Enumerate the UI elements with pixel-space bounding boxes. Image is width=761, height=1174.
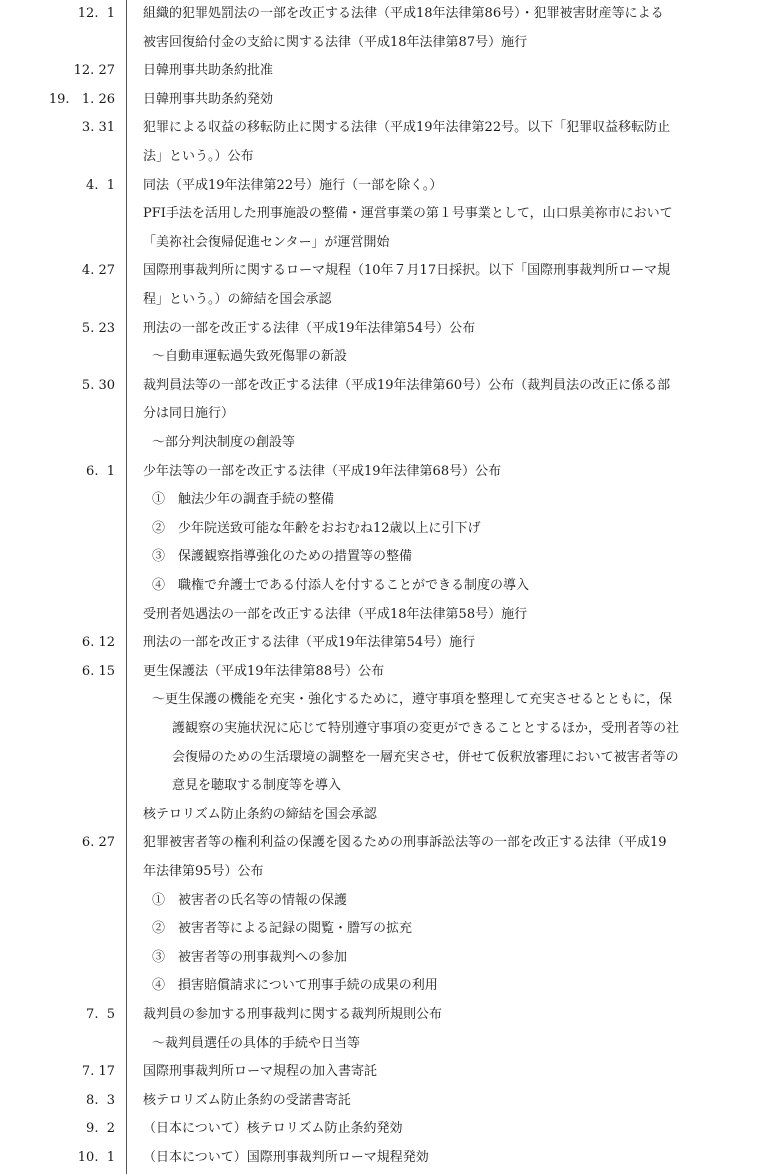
entry-date: 6. 27: [81, 835, 115, 851]
chronology-line: [0, 1058, 761, 1087]
chronology-line: [0, 458, 761, 487]
entry-text: ～部分判決制度の創設等: [152, 435, 296, 450]
chronology-line: [0, 887, 761, 916]
entry-text: 刑法の一部を改正する法律（平成19年法律第54号）施行: [143, 635, 476, 651]
chronology-line: [0, 86, 761, 115]
chronology-line: [0, 858, 761, 887]
entry-text: PFI手法を活用した刑事施設の整備・運営事業の第１号事業として，山口県美祢市において: [143, 206, 673, 222]
entry-text: 分は同日施行）: [143, 406, 235, 422]
entry-text: 「美祢社会復帰促進センター」が運営開始: [143, 234, 390, 250]
entry-text: （日本について）国際刑事裁判所ローマ規程発効: [143, 1150, 429, 1165]
chronology-line: [0, 1087, 761, 1116]
chronology-line: [0, 229, 761, 258]
entry-text: ① 被害者の氏名等の情報の保護: [152, 892, 348, 908]
entry-date: 9. 2: [86, 1121, 115, 1137]
chronology-line: [0, 658, 761, 687]
entry-date: 4. 27: [81, 263, 115, 279]
entry-date: 6. 12: [81, 635, 115, 651]
chronology-line: [0, 629, 761, 658]
entry-text: 刑法の一部を改正する法律（平成19年法律第54号）公布: [143, 320, 476, 336]
entry-date: 10. 1: [77, 1150, 115, 1165]
entry-date: 6. 1: [86, 463, 115, 479]
entry-text: 日韓刑事共助条約発効: [143, 91, 274, 107]
entry-date: 6. 15: [81, 663, 115, 679]
chronology-line: [0, 286, 761, 315]
entry-text: 日韓刑事共助条約批准: [143, 63, 274, 79]
chronology-line: [0, 515, 761, 544]
entry-text: 国際刑事裁判所に関するローマ規程（10年７月17日採択。以下「国際刑事裁判所ローマ規: [143, 263, 671, 279]
chronology-line: [0, 486, 761, 515]
chronology-line: [0, 29, 761, 58]
entry-text: 同法（平成19年法律第22号）施行（一部を除く。）: [143, 177, 443, 193]
entry-text: 会復帰のための生活環境の調整を一層充実させ，併せて仮釈放審理において被害者等の: [172, 749, 679, 765]
entry-text: ② 少年院送致可能な年齢をおおむね12歳以上に引下げ: [152, 520, 481, 536]
chronology-line: [0, 744, 761, 773]
chronology-line: [0, 315, 761, 344]
entry-text: 法」という。）公布: [143, 149, 254, 164]
chronology-line: [0, 257, 761, 286]
entry-text: 組織的犯罪処罰法の一部を改正する法律（平成18年法律第86号）・犯罪被害財産等による: [143, 6, 664, 21]
entry-text: ④ 損害賠償請求について刑事手続の成果の利用: [152, 978, 438, 994]
entry-text: 程」という。）の締結を国会承認: [143, 292, 332, 307]
entry-text: 受刑者処遇法の一部を改正する法律（平成18年法律第58号）施行: [143, 606, 528, 622]
chronology-line: [0, 829, 761, 858]
entry-text: （日本について）核テロリズム防止条約発効: [143, 1121, 403, 1137]
entry-text: 国際刑事裁判所ローマ規程の加入書寄託: [143, 1064, 378, 1080]
entry-text: 裁判員法等の一部を改正する法律（平成19年法律第60号）公布（裁判員法の改正に係る部: [143, 377, 671, 393]
entry-text: ③ 保護観察指導強化のための措置等の整備: [152, 549, 413, 565]
chronology-line: [0, 200, 761, 229]
entry-text: 意見を聴取する制度等を導入: [172, 778, 342, 794]
chronology-line: [0, 915, 761, 944]
entry-text: ③ 被害者等の刑事裁判への参加: [152, 949, 348, 965]
chronology-line: [0, 143, 761, 172]
chronology-line: [0, 543, 761, 572]
chronology-line: [0, 114, 761, 143]
entry-text: 少年法等の一部を改正する法律（平成19年法律第68号）公布: [143, 463, 502, 479]
chronology-line: [0, 772, 761, 801]
chronology-line: [0, 1144, 761, 1173]
chronology-line: [0, 172, 761, 201]
chronology-line: [0, 572, 761, 601]
entry-text: 犯罪被害者等の権利利益の保護を図るための刑事訴訟法等の一部を改正する法律（平成19: [143, 835, 667, 851]
entry-text: 裁判員の参加する刑事裁判に関する裁判所規則公布: [143, 1007, 443, 1022]
entry-date: 3. 31: [81, 120, 115, 136]
chronology-line: [0, 1115, 761, 1144]
chronology-line: [0, 801, 761, 830]
entry-text: ① 触法少年の調査手続の整備: [152, 492, 335, 508]
entry-date: 7. 5: [86, 1007, 115, 1022]
entry-text: ④ 職権で弁護士である付添人を付することができる制度の導入: [152, 578, 530, 593]
entry-text: ② 被害者等による記録の閲覧・謄写の拡充: [152, 921, 413, 937]
entry-text: 犯罪による収益の移転防止に関する法律（平成19年法律第22号。以下「犯罪収益移転防止: [143, 120, 671, 136]
entry-date: 7. 17: [81, 1064, 115, 1080]
chronology-line: [0, 1001, 761, 1030]
chronology-line: [0, 372, 761, 401]
chronology-line: [0, 57, 761, 86]
chronology-line: [0, 400, 761, 429]
entry-date: 8. 3: [86, 1092, 115, 1108]
chronology-line: [0, 601, 761, 630]
entry-date: 12. 1: [77, 6, 115, 21]
chronology-line: [0, 686, 761, 715]
entry-date: 19. 1. 26: [48, 91, 115, 107]
chronology-line: [0, 343, 761, 372]
entry-date: 4. 1: [86, 177, 115, 193]
entry-text: ～裁判員選任の具体的手続や日当等: [152, 1035, 361, 1051]
entry-text: 年法律第95号）公布: [143, 864, 264, 879]
entry-text: ～自動車運転過失致死傷罪の新設: [152, 349, 348, 365]
chronology-line: [0, 944, 761, 973]
chronology-line: [0, 1030, 761, 1059]
entry-date: 12. 27: [73, 63, 115, 79]
entry-text: 核テロリズム防止条約の受諾書寄託: [143, 1092, 351, 1108]
chronology-line: [0, 972, 761, 1001]
entry-text: ～更生保護の機能を充実・強化するために，遵守事項を整理して充実させるとともに，保: [152, 692, 673, 708]
entry-text: 被害回復給付金の支給に関する法律（平成18年法律第87号）施行: [143, 34, 528, 50]
entry-text: 核テロリズム防止条約の締結を国会承認: [143, 806, 377, 822]
entry-date: 5. 23: [81, 320, 115, 336]
chronology-line: [0, 429, 761, 458]
chronology-line: [0, 715, 761, 744]
chronology-line: [0, 0, 761, 29]
entry-date: 5. 30: [81, 377, 115, 393]
entry-text: 護観察の実施状況に応じて特別遵守事項の変更ができることとするほか，受刑者等の社: [172, 721, 680, 736]
entry-text: 更生保護法（平成19年法律第88号）公布: [143, 663, 385, 679]
